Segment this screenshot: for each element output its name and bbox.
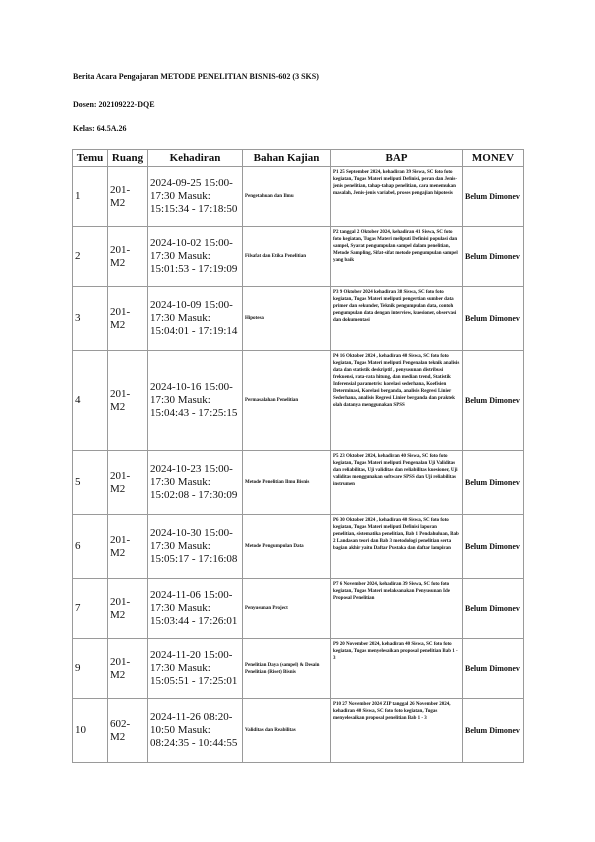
lecturer-line: Dosen: 202109222-DQE (73, 100, 155, 109)
cell-temu: 5 (73, 451, 108, 515)
cell-temu: 1 (73, 167, 108, 227)
cell-monev: Belum Dimonev (463, 287, 524, 351)
cell-kehadiran: 2024-11-20 15:00-17:30 Masuk: 15:05:51 - 17:25:01 (148, 639, 243, 699)
cell-kehadiran: 2024-09-25 15:00-17:30 Masuk: 15:15:34 - 17:18:50 (148, 167, 243, 227)
cell-ruang: 201-M2 (108, 351, 148, 451)
cell-bahan-kajian: Hipotesa (243, 287, 331, 351)
column-header-monev: MONEV (463, 150, 524, 167)
cell-temu: 2 (73, 227, 108, 287)
cell-ruang: 201-M2 (108, 451, 148, 515)
cell-ruang: 201-M2 (108, 287, 148, 351)
cell-monev: Belum Dimonev (463, 515, 524, 579)
cell-bahan-kajian: Permasalahan Penelitian (243, 351, 331, 451)
cell-bap: P1 25 September 2024, kehadiran 39 Siswa, SC foto foto kegiatan, Tugas Materi meliputi Definisi, peran dan Jenis-jenis penelitian, tahap-tahap penelitian, cara menemukan masalah, Jenis-jenis variabel, proses pengajian hipotesis (331, 167, 463, 227)
cell-monev: Belum Dimonev (463, 227, 524, 287)
cell-temu: 7 (73, 579, 108, 639)
cell-kehadiran: 2024-10-09 15:00-17:30 Masuk: 15:04:01 - 17:19:14 (148, 287, 243, 351)
course-title: Berita Acara Pengajaran METODE PENELITIAN BISNIS-602 (3 SKS) (73, 72, 319, 81)
table-row (73, 351, 524, 451)
cell-kehadiran: 2024-11-26 08:20-10:50 Masuk: 08:24:35 - 10:44:55 (148, 699, 243, 763)
column-header-temu: Temu (73, 150, 108, 167)
cell-temu: 3 (73, 287, 108, 351)
cell-bap: P6 30 Oktober 2024 , kehadiran 40 Siswa, SC foto foto kegiatan, Tugas Materi meliputi Definisi laporan penelitian, sistematika penelitian, Bab 1 Pendahuluan, Bab 2 Landasan teori dan Bab 3 metodologi penelitian serta bagian akhir yaitu Daftar Pustaka dan daftar lampiran (331, 515, 463, 579)
cell-bahan-kajian: Pengetahuan dan Ilmu (243, 167, 331, 227)
cell-temu: 9 (73, 639, 108, 699)
cell-ruang: 201-M2 (108, 227, 148, 287)
cell-bap: P10 27 November 2024 ZIP tanggal 26 November 2024, kehadiran 40 Siswa, SC foto foto kegiatan, Tugas menyelesaikan proposal penelitian Bab 1 - 3 (331, 699, 463, 763)
cell-ruang: 201-M2 (108, 579, 148, 639)
cell-bap: P7 6 November 2024, kehadiran 39 Siswa, SC foto foto kegiatan, Tugas Materi melaksanakan Penyusunan Ide Proposal Penelitian (331, 579, 463, 639)
cell-bap: P2 tanggal 2 Oktober 2024, kehadiran 41 Siswa, SC foto foto kegiatan, Tugas Materi meliputi Definisi populasi dan sampel, Syarat pengumpulan sampel dalam penelitian, Metode Sampling, Sifat-sifat metode pengumpulan sampel yang baik (331, 227, 463, 287)
cell-ruang: 602-M2 (108, 699, 148, 763)
cell-monev: Belum Dimonev (463, 639, 524, 699)
cell-bahan-kajian: Penyusunan Project (243, 579, 331, 639)
class-line: Kelas: 64.5A.26 (73, 124, 127, 133)
cell-bap: P9 20 November 2024, kehadiran 40 Siswa, SC foto foto kegiatan, Tugas menyelesaikan proposal penelitian Bab 1 - 3 (331, 639, 463, 699)
table-row (73, 699, 524, 763)
cell-temu: 4 (73, 351, 108, 451)
table-row (73, 227, 524, 287)
column-header-bap: BAP (331, 150, 463, 167)
cell-temu: 6 (73, 515, 108, 579)
table-header-row (73, 150, 524, 167)
cell-kehadiran: 2024-10-30 15:00-17:30 Masuk: 15:05:17 - 17:16:08 (148, 515, 243, 579)
cell-bahan-kajian: Validitas dan Reabilitas (243, 699, 331, 763)
table-row (73, 639, 524, 699)
cell-monev: Belum Dimonev (463, 699, 524, 763)
table-row (73, 579, 524, 639)
cell-bap: P3 9 Oktober 2024 kehadiran 38 Siswa, SC foto foto kegiatan, Tugas Materi meliputi pengertian sumber data primer dan sekunder, Teknik pengumpulan data, contoh pengumpulan data dengan interview, kuesioner, observasi dan dokumentasi (331, 287, 463, 351)
cell-bap: P4 16 Oktober 2024 , kehadiran 40 Siswa, SC foto foto kegiatan, Tugas Materi meliputi Pengenalan teknik analisis data dan statistik deskriptif , penyusunan distribusi frekuensi, rata-rata hitung, dan median trend, Statistik Inferensial parametris: korelasi sederhana, Koefisien Determinasi, Korelasi berganda, analisis Regresi Linier Sederhana, analisis Regresi Linier berganda dan praktek olah datanya menggunakan SPSS (331, 351, 463, 451)
cell-ruang: 201-M2 (108, 639, 148, 699)
cell-monev: Belum Dimonev (463, 351, 524, 451)
cell-ruang: 201-M2 (108, 515, 148, 579)
cell-kehadiran: 2024-10-16 15:00-17:30 Masuk: 15:04:43 - 17:25:15 (148, 351, 243, 451)
teaching-record-table (72, 149, 524, 763)
cell-kehadiran: 2024-10-02 15:00-17:30 Masuk: 15:01:53 - 17:19:09 (148, 227, 243, 287)
cell-kehadiran: 2024-11-06 15:00-17:30 Masuk: 15:03:44 - 17:26:01 (148, 579, 243, 639)
cell-kehadiran: 2024-10-23 15:00-17:30 Masuk: 15:02:08 - 17:30:09 (148, 451, 243, 515)
cell-bap: P5 23 Oktober 2024, kehadiran 40 Siswa, SC foto foto kegiatan, Tugas Materi meliputi Pengenalan Uji Validitas dan reliabilitas, Uji validitas dan reliabilitas kuesioner, Uji validitas menggunakan software SPSS dan Uji reliabilitas instrumen (331, 451, 463, 515)
cell-monev: Belum Dimonev (463, 167, 524, 227)
cell-bahan-kajian: Metode Penelitian Ilmu Bisnis (243, 451, 331, 515)
column-header-kehadiran: Kehadiran (148, 150, 243, 167)
table-row (73, 287, 524, 351)
cell-monev: Belum Dimonev (463, 579, 524, 639)
column-header-bahan-kajian: Bahan Kajian (243, 150, 331, 167)
table-row (73, 451, 524, 515)
column-header-ruang: Ruang (108, 150, 148, 167)
cell-bahan-kajian: Metode Pengumpulan Data (243, 515, 331, 579)
cell-bahan-kajian: Filsafat dan Etika Penelitian (243, 227, 331, 287)
cell-ruang: 201-M2 (108, 167, 148, 227)
table-row (73, 167, 524, 227)
cell-monev: Belum Dimonev (463, 451, 524, 515)
cell-temu: 10 (73, 699, 108, 763)
cell-bahan-kajian: Penelitian Daya (sampel) & Desain Penelitian (Riset) Bisnis (243, 639, 331, 699)
table-row (73, 515, 524, 579)
